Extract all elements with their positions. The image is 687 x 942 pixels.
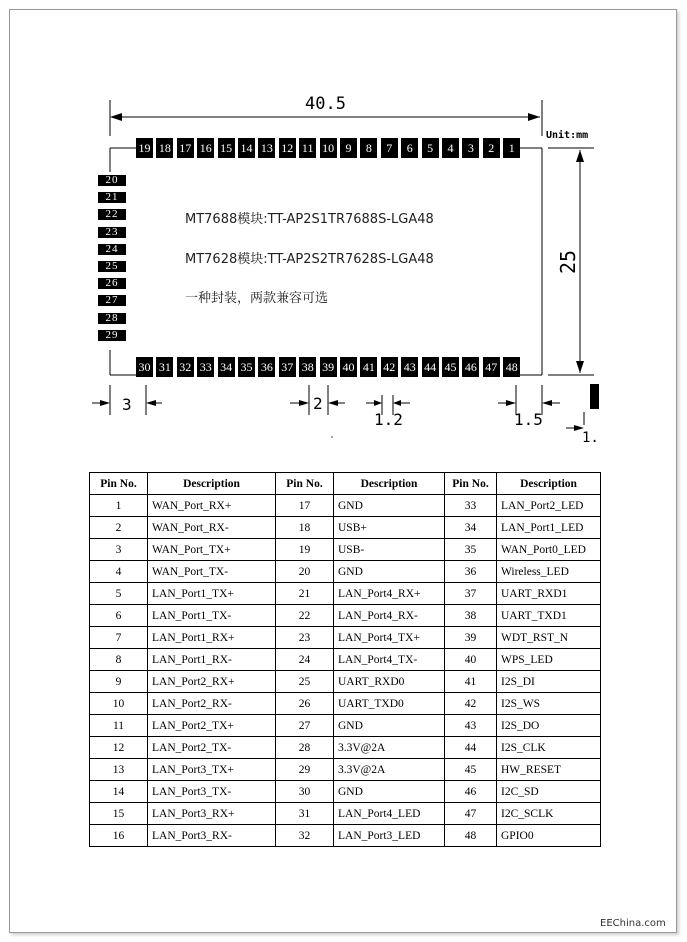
- pin-number-cell: 36: [445, 561, 497, 583]
- pin-number-cell: 15: [90, 803, 148, 825]
- bottom-pin-30: 30: [136, 357, 153, 377]
- pin-number-cell: 26: [276, 693, 334, 715]
- bottom-pin-33: 33: [197, 357, 214, 377]
- pin-description-cell: 3.3V@2A: [334, 737, 445, 759]
- pin-description-cell: LAN_Port1_RX+: [148, 627, 276, 649]
- left-pin-29: 29: [98, 330, 126, 341]
- left-pin-28: 28: [98, 313, 126, 324]
- pin-number-cell: 8: [90, 649, 148, 671]
- pin-number-cell: 22: [276, 605, 334, 627]
- pin-number-cell: 48: [445, 825, 497, 847]
- width-dimension: 40.5: [305, 94, 346, 114]
- top-pin-9: 9: [340, 138, 357, 158]
- bottom-pin-38: 38: [299, 357, 316, 377]
- top-pin-3: 3: [462, 138, 479, 158]
- pin-description-cell: LAN_Port4_TX-: [334, 649, 445, 671]
- partial-dimension: 1.: [582, 430, 599, 446]
- pin-description-cell: LAN_Port1_TX-: [148, 605, 276, 627]
- pin-description-cell: WAN_Port0_LED: [497, 539, 601, 561]
- pin-number-cell: 43: [445, 715, 497, 737]
- table-row: [90, 825, 601, 847]
- table-row: [90, 737, 601, 759]
- table-row: [90, 583, 601, 605]
- pin-description-cell: LAN_Port2_RX+: [148, 671, 276, 693]
- pin-number-cell: 6: [90, 605, 148, 627]
- bottom-pin-42: 42: [381, 357, 398, 377]
- bottom-pin-39: 39: [320, 357, 337, 377]
- left-pin-22: 22: [98, 209, 126, 220]
- top-pin-1: 1: [503, 138, 520, 158]
- table-row: [90, 671, 601, 693]
- top-pin-2: 2: [483, 138, 500, 158]
- pin-number-cell: 44: [445, 737, 497, 759]
- pin-description-cell: LAN_Port4_RX+: [334, 583, 445, 605]
- pin-number-cell: 41: [445, 671, 497, 693]
- pin-number-cell: 7: [90, 627, 148, 649]
- pin-description-cell: UART_RXD1: [497, 583, 601, 605]
- top-pin-7: 7: [381, 138, 398, 158]
- pin-number-cell: 21: [276, 583, 334, 605]
- pin-table-header: [90, 473, 601, 495]
- top-pin-4: 4: [442, 138, 459, 158]
- pad-width-dimension: 2: [313, 394, 323, 413]
- pin-description-cell: I2S_DO: [497, 715, 601, 737]
- table-row: [90, 627, 601, 649]
- pin-number-cell: 5: [90, 583, 148, 605]
- left-pin-24: 24: [98, 244, 126, 255]
- table-row: [90, 561, 601, 583]
- pin-description-cell: GND: [334, 495, 445, 517]
- table-row: [90, 517, 601, 539]
- pin-number-cell: 20: [276, 561, 334, 583]
- left-pin-27: 27: [98, 295, 126, 306]
- pin-description-cell: Wireless_LED: [497, 561, 601, 583]
- pin-number-cell: 39: [445, 627, 497, 649]
- left-pin-25: 25: [98, 261, 126, 272]
- bottom-pin-34: 34: [218, 357, 235, 377]
- pin-number-cell: 10: [90, 693, 148, 715]
- pin-description-cell: USB-: [334, 539, 445, 561]
- top-pin-8: 8: [360, 138, 377, 158]
- header-description: Description: [148, 473, 276, 495]
- left-margin-dimension: 3: [122, 395, 132, 414]
- header-description: Description: [334, 473, 445, 495]
- bottom-pin-32: 32: [177, 357, 194, 377]
- pin-number-cell: 34: [445, 517, 497, 539]
- pin-number-cell: 2: [90, 517, 148, 539]
- pin-description-cell: LAN_Port4_LED: [334, 803, 445, 825]
- pin-description-cell: GND: [334, 781, 445, 803]
- top-pin-5: 5: [422, 138, 439, 158]
- pin-description-cell: USB+: [334, 517, 445, 539]
- bottom-pin-35: 35: [238, 357, 255, 377]
- pin-description-cell: LAN_Port4_RX-: [334, 605, 445, 627]
- footer-watermark: EEChina.com: [600, 918, 666, 929]
- pin-description-cell: UART_TXD0: [334, 693, 445, 715]
- pin-description-cell: LAN_Port2_RX-: [148, 693, 276, 715]
- pin-number-cell: 11: [90, 715, 148, 737]
- bottom-pin-31: 31: [156, 357, 173, 377]
- pin-number-cell: 45: [445, 759, 497, 781]
- pin-description-cell: WAN_Port_RX-: [148, 517, 276, 539]
- module-line-mt7628: MT7628模块:TT-AP2S2TR7628S-LGA48: [185, 252, 434, 267]
- pin-description-cell: WDT_RST_N: [497, 627, 601, 649]
- bottom-pin-47: 47: [483, 357, 500, 377]
- pin-number-cell: 31: [276, 803, 334, 825]
- pin-description-cell: I2S_DI: [497, 671, 601, 693]
- pin-description-cell: WAN_Port_TX-: [148, 561, 276, 583]
- module-compat-note: 一种封装，两款兼容可选: [185, 291, 329, 306]
- pin-description-cell: I2C_SCLK: [497, 803, 601, 825]
- pin-number-cell: 18: [276, 517, 334, 539]
- left-pin-21: 21: [98, 192, 126, 203]
- pin-number-cell: 13: [90, 759, 148, 781]
- header-pin-no: Pin No.: [445, 473, 497, 495]
- pin-description-cell: UART_TXD1: [497, 605, 601, 627]
- bottom-pin-36: 36: [258, 357, 275, 377]
- pin-number-cell: 46: [445, 781, 497, 803]
- left-pin-23: 23: [98, 227, 126, 238]
- pin-description-cell: GND: [334, 561, 445, 583]
- pin-number-cell: 25: [276, 671, 334, 693]
- header-pin-no: Pin No.: [276, 473, 334, 495]
- pin-description-cell: LAN_Port3_RX+: [148, 803, 276, 825]
- pin-description-cell: I2S_WS: [497, 693, 601, 715]
- table-row: [90, 539, 601, 561]
- table-row: [90, 803, 601, 825]
- pin-table: [89, 472, 601, 847]
- bottom-pin-41: 41: [360, 357, 377, 377]
- pin-number-cell: 3: [90, 539, 148, 561]
- pin-description-cell: WAN_Port_TX+: [148, 539, 276, 561]
- pin-description-cell: LAN_Port3_TX+: [148, 759, 276, 781]
- bottom-pin-48: 48: [503, 357, 520, 377]
- bottom-pin-46: 46: [462, 357, 479, 377]
- pin-number-cell: 38: [445, 605, 497, 627]
- table-row: [90, 715, 601, 737]
- pin-description-cell: LAN_Port2_TX-: [148, 737, 276, 759]
- top-pin-13: 13: [258, 138, 275, 158]
- pin-description-cell: LAN_Port3_LED: [334, 825, 445, 847]
- pin-description-cell: LAN_Port3_RX-: [148, 825, 276, 847]
- table-row: [90, 495, 601, 517]
- top-pin-15: 15: [218, 138, 235, 158]
- pin-description-cell: LAN_Port4_TX+: [334, 627, 445, 649]
- top-pin-16: 16: [197, 138, 214, 158]
- bottom-pin-43: 43: [401, 357, 418, 377]
- top-pin-10: 10: [320, 138, 337, 158]
- pin-number-cell: 4: [90, 561, 148, 583]
- pin-number-cell: 30: [276, 781, 334, 803]
- pin-description-cell: LAN_Port2_LED: [497, 495, 601, 517]
- top-pin-17: 17: [177, 138, 194, 158]
- left-pin-20: 20: [98, 175, 126, 186]
- pin-description-cell: LAN_Port1_TX+: [148, 583, 276, 605]
- pin-description-cell: UART_RXD0: [334, 671, 445, 693]
- top-pin-11: 11: [299, 138, 316, 158]
- pin-description-cell: I2S_CLK: [497, 737, 601, 759]
- pin-number-cell: 29: [276, 759, 334, 781]
- pin-number-cell: 24: [276, 649, 334, 671]
- top-pin-12: 12: [279, 138, 296, 158]
- bottom-pin-44: 44: [422, 357, 439, 377]
- table-row: [90, 693, 601, 715]
- pin-description-cell: GPIO0: [497, 825, 601, 847]
- pin-description-cell: LAN_Port1_LED: [497, 517, 601, 539]
- pitch-dimension: 1.2: [374, 410, 403, 429]
- pin-description-cell: HW_RESET: [497, 759, 601, 781]
- top-pin-14: 14: [238, 138, 255, 158]
- pin-number-cell: 42: [445, 693, 497, 715]
- pin-number-cell: 17: [276, 495, 334, 517]
- table-row: [90, 781, 601, 803]
- bottom-pin-40: 40: [340, 357, 357, 377]
- table-row: [90, 649, 601, 671]
- pin-number-cell: 12: [90, 737, 148, 759]
- pin-number-cell: 47: [445, 803, 497, 825]
- table-row: [90, 759, 601, 781]
- pin-number-cell: 35: [445, 539, 497, 561]
- pin-number-cell: 37: [445, 583, 497, 605]
- pin-number-cell: 9: [90, 671, 148, 693]
- pin-number-cell: 28: [276, 737, 334, 759]
- pin-description-cell: WPS_LED: [497, 649, 601, 671]
- pin-description-cell: 3.3V@2A: [334, 759, 445, 781]
- pin-number-cell: 16: [90, 825, 148, 847]
- bottom-pin-37: 37: [279, 357, 296, 377]
- pin-number-cell: 32: [276, 825, 334, 847]
- pin-description-cell: LAN_Port2_TX+: [148, 715, 276, 737]
- pin-description-cell: LAN_Port3_TX-: [148, 781, 276, 803]
- pin-number-cell: 19: [276, 539, 334, 561]
- height-dimension: 25: [556, 249, 581, 275]
- top-pin-18: 18: [156, 138, 173, 158]
- pin-description-cell: WAN_Port_RX+: [148, 495, 276, 517]
- pin-number-cell: 27: [276, 715, 334, 737]
- header-pin-no: Pin No.: [90, 473, 148, 495]
- pin-number-cell: 40: [445, 649, 497, 671]
- top-pin-19: 19: [136, 138, 153, 158]
- module-line-mt7688: MT7688模块:TT-AP2S1TR7688S-LGA48: [185, 212, 434, 227]
- pin-description-cell: GND: [334, 715, 445, 737]
- header-description: Description: [497, 473, 601, 495]
- left-pin-26: 26: [98, 278, 126, 289]
- pin-number-cell: 1: [90, 495, 148, 517]
- top-pin-6: 6: [401, 138, 418, 158]
- pin-number-cell: 33: [445, 495, 497, 517]
- pin-description-cell: I2C_SD: [497, 781, 601, 803]
- pin-number-cell: 14: [90, 781, 148, 803]
- pin-description-cell: LAN_Port1_RX-: [148, 649, 276, 671]
- right-margin-dimension: 1.5: [514, 410, 543, 429]
- bottom-pin-45: 45: [442, 357, 459, 377]
- table-row: [90, 605, 601, 627]
- unit-label: Unit:mm: [546, 130, 589, 141]
- pin-number-cell: 23: [276, 627, 334, 649]
